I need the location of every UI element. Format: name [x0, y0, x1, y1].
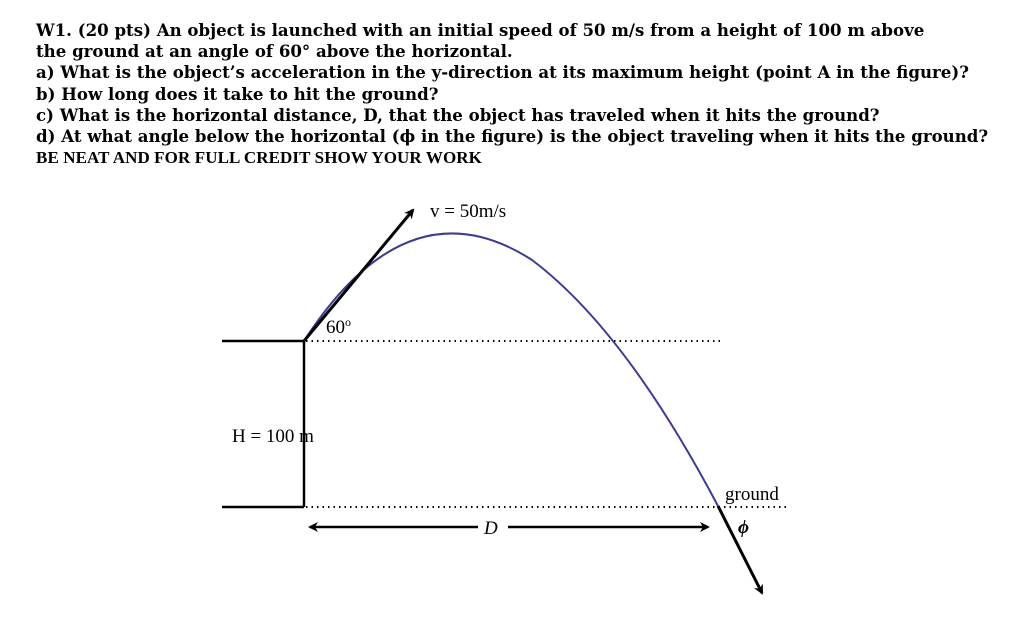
ground-label: ground — [725, 484, 779, 505]
problem-instruction: BE NEAT AND FOR FULL CREDIT SHOW YOUR WORK — [36, 148, 482, 168]
problem-part-a: a) What is the object’s acceleration in the y-direction at its maximum height (point A in the figure)? — [36, 62, 969, 83]
distance-label: D — [484, 518, 498, 539]
initial-velocity-arrow — [304, 210, 413, 341]
trajectory-curve — [304, 233, 718, 506]
problem-part-b: b) How long does it take to hit the ground? — [36, 83, 439, 104]
problem-line-2: the ground at an angle of 60° above the horizontal. — [36, 41, 513, 62]
angle-label-degree: o — [345, 315, 351, 329]
angle-label-value: 60 — [326, 317, 345, 338]
velocity-label: v = 50m/s — [430, 201, 507, 222]
problem-part-c: c) What is the horizontal distance, D, that the object has traveled when it hits the ground? — [36, 104, 880, 125]
problem-part-d: d) At what angle below the horizontal (ϕ in the figure) is the object traveling when it hits the ground? — [36, 126, 989, 147]
height-label: H = 100 m — [232, 426, 314, 447]
angle-label — [326, 315, 351, 338]
problem-line-1: W1. (20 pts) An object is launched with an initial speed of 50 m/s from a height of 100 m above — [36, 20, 925, 40]
phi-label: ϕ — [738, 517, 749, 538]
